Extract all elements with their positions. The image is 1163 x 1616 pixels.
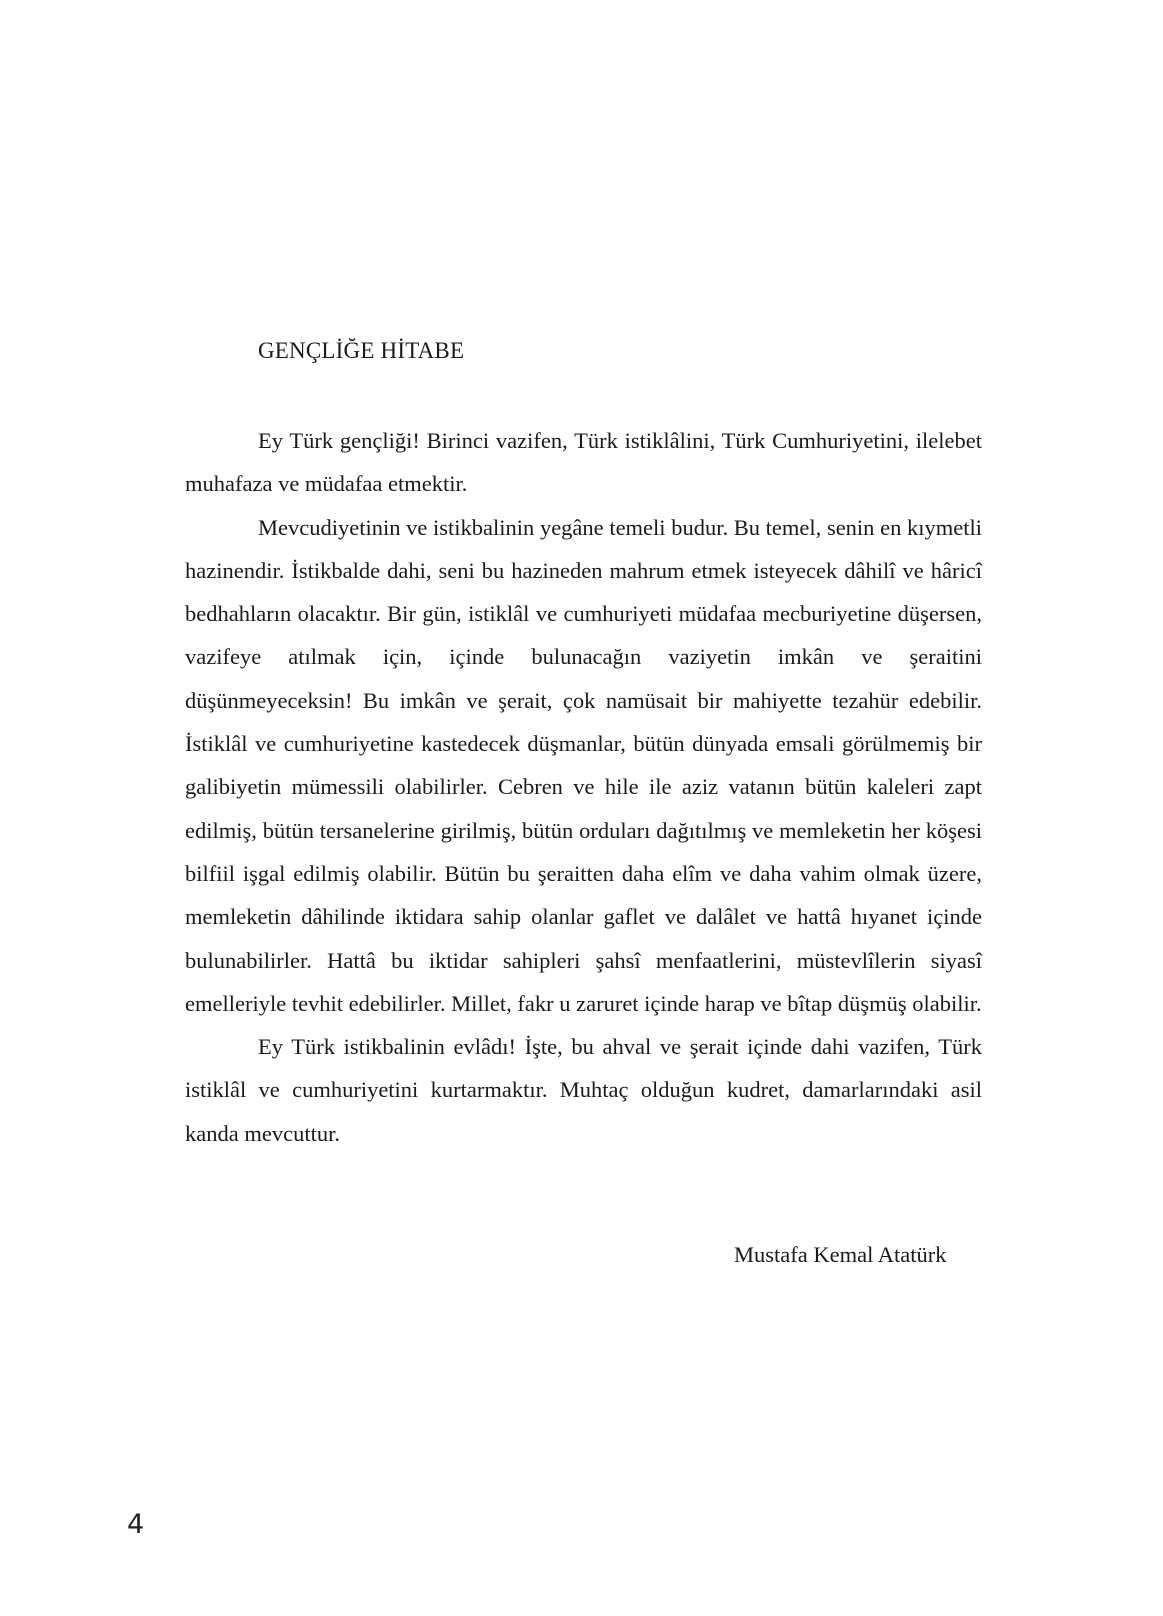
page-number: 4	[127, 1509, 145, 1540]
page-title: GENÇLİĞE HİTABE	[258, 338, 465, 363]
author-signature: Mustafa Kemal Atatürk	[734, 1242, 947, 1267]
paragraph-1: Ey Türk gençliği! Birinci vazifen, Türk istiklâlini, Türk Cumhuriyetini, ilelebet muhafaza ve müdafaa etmektir.	[185, 428, 982, 497]
paragraph-3: Ey Türk istikbalinin evlâdı! İşte, bu ahval ve şerait içinde dahi vazifen, Türk istiklâl ve cumhuriyetini kurtarmaktır. Muhtaç olduğun kudret, damarlarındaki asil kanda mevcuttur.	[185, 1034, 982, 1146]
speech-body	[185, 419, 982, 1155]
paragraph-2: Mevcudiyetinin ve istikbalinin yegâne temeli budur. Bu temel, senin en kıymetli hazinendir. İstikbalde dahi, seni bu hazineden mahrum etmek isteyecek dâhilî ve hâricî bedhahların olacaktır. Bir gün, istiklâl ve cumhuriyeti müdafaa mecburiyetine düşersen, vazifeye atılmak için, içinde bulunacağın vaziyetin imkân ve şeraitini düşünmeyeceksin! Bu imkân ve şerait, çok namüsait bir mahiyette tezahür edebilir. İstiklâl ve cumhuriyetine kastedecek düşmanlar, bütün dünyada emsali görülmemiş bir galibiyetin mümessili olabilirler. Cebren ve hile ile aziz vatanın bütün kaleleri zapt edilmiş, bütün tersanelerine girilmiş, bütün orduları dağıtılmış ve memleketin her köşesi bilfiil işgal edilmiş olabilir. Bütün bu şeraitten daha elîm ve daha vahim olmak üzere, memleketin dâhilinde iktidara sahip olanlar gaflet ve dalâlet ve hattâ hıyanet içinde bulunabilirler. Hattâ bu iktidar sahipleri şahsî menfaatlerini, müstevlîlerin siyasî emelleriyle tevhit edebilirler. Millet, fakr u zaruret içinde harap ve bîtap düşmüş olabilir.	[185, 514, 982, 1016]
